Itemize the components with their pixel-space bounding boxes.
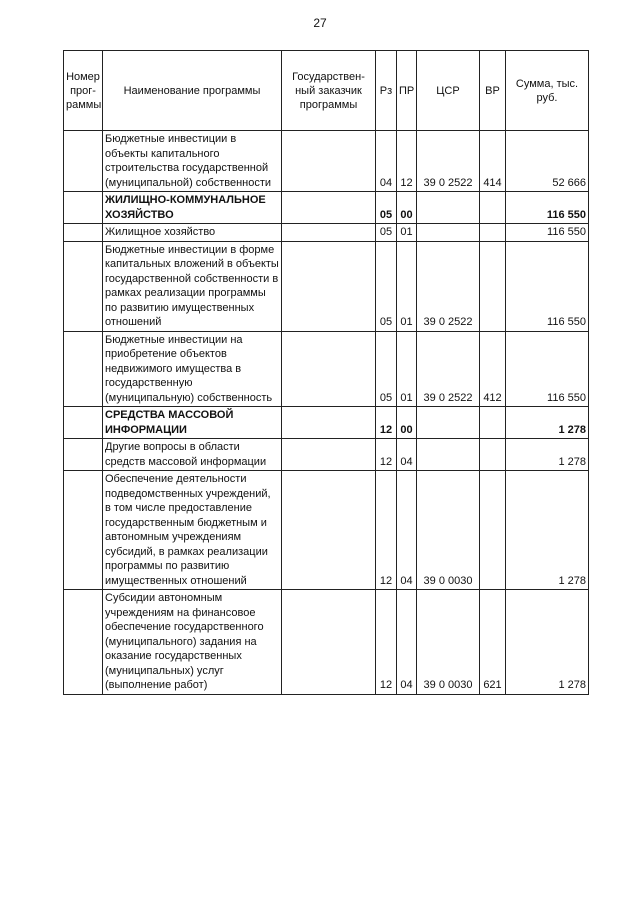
- cell-sum: 116 550: [506, 241, 589, 331]
- cell-customer: [282, 439, 376, 471]
- cell-rz: 12: [376, 439, 397, 471]
- cell-name: Субсидии автономным учреждениям на финансовое обеспечение государственного (муниципального) задания на оказание государственных (муниципальных) услуг (выполнение работ): [103, 590, 282, 695]
- cell-customer: [282, 471, 376, 590]
- table-row: [64, 407, 589, 439]
- cell-csr: 39 0 2522: [417, 241, 480, 331]
- cell-pr: 12: [397, 131, 417, 192]
- cell-pr: 00: [397, 407, 417, 439]
- cell-customer: [282, 241, 376, 331]
- cell-name: ЖИЛИЩНО-КОММУНАЛЬНОЕ ХОЗЯЙСТВО: [103, 192, 282, 224]
- cell-pr: 04: [397, 439, 417, 471]
- cell-rz: 05: [376, 241, 397, 331]
- cell-sum: 116 550: [506, 331, 589, 407]
- cell-csr: [417, 192, 480, 224]
- cell-csr: 39 0 0030: [417, 590, 480, 695]
- cell-number: [64, 131, 103, 192]
- cell-vr: [480, 471, 506, 590]
- header-rz: Рз: [376, 51, 397, 131]
- table-row: [64, 224, 589, 242]
- cell-customer: [282, 192, 376, 224]
- cell-vr: [480, 224, 506, 242]
- cell-number: [64, 192, 103, 224]
- cell-name: СРЕДСТВА МАССОВОЙ ИНФОРМАЦИИ: [103, 407, 282, 439]
- cell-number: [64, 590, 103, 695]
- cell-name: Бюджетные инвестиции в объекты капитального строительства государственной (муниципальной) собственности: [103, 131, 282, 192]
- table-row: [64, 471, 589, 590]
- cell-rz: 05: [376, 192, 397, 224]
- header-sum: Сумма, тыс. руб.: [506, 51, 589, 131]
- cell-sum: 52 666: [506, 131, 589, 192]
- cell-csr: 39 0 2522: [417, 331, 480, 407]
- cell-vr: 412: [480, 331, 506, 407]
- cell-rz: 05: [376, 331, 397, 407]
- cell-sum: 116 550: [506, 224, 589, 242]
- table-row: [64, 590, 589, 695]
- cell-name: Бюджетные инвестиции в форме капитальных вложений в объекты государственной собственности в рамках реализации программы по развитию имущественных отношений: [103, 241, 282, 331]
- cell-csr: [417, 224, 480, 242]
- table-row: [64, 331, 589, 407]
- cell-rz: 12: [376, 407, 397, 439]
- cell-vr: [480, 241, 506, 331]
- header-name: Наименование программы: [103, 51, 282, 131]
- cell-csr: [417, 439, 480, 471]
- cell-name: Обеспечение деятельности подведомственных учреждений, в том числе предоставление государственным бюджетным и автономным учреждениям субсидий, в рамках реализации программы по развитию имущественных отношений: [103, 471, 282, 590]
- cell-name: Другие вопросы в области средств массовой информации: [103, 439, 282, 471]
- budget-table: [63, 50, 589, 695]
- cell-rz: 12: [376, 590, 397, 695]
- cell-number: [64, 224, 103, 242]
- cell-pr: 00: [397, 192, 417, 224]
- table-row: [64, 192, 589, 224]
- cell-sum: 1 278: [506, 439, 589, 471]
- cell-sum: 116 550: [506, 192, 589, 224]
- cell-number: [64, 407, 103, 439]
- header-customer: Государствен-ный заказчик программы: [282, 51, 376, 131]
- cell-rz: 05: [376, 224, 397, 242]
- cell-pr: 01: [397, 241, 417, 331]
- cell-number: [64, 471, 103, 590]
- cell-number: [64, 331, 103, 407]
- cell-pr: 04: [397, 590, 417, 695]
- cell-csr: 39 0 2522: [417, 131, 480, 192]
- cell-csr: [417, 407, 480, 439]
- cell-sum: 1 278: [506, 590, 589, 695]
- cell-vr: 621: [480, 590, 506, 695]
- cell-customer: [282, 224, 376, 242]
- table-row: [64, 439, 589, 471]
- table-row: [64, 131, 589, 192]
- cell-pr: 01: [397, 331, 417, 407]
- cell-vr: [480, 407, 506, 439]
- cell-customer: [282, 331, 376, 407]
- cell-vr: [480, 192, 506, 224]
- cell-pr: 04: [397, 471, 417, 590]
- cell-pr: 01: [397, 224, 417, 242]
- cell-name: Бюджетные инвестиции на приобретение объектов недвижимого имущества в государственную (муниципальную) собственность: [103, 331, 282, 407]
- cell-vr: [480, 439, 506, 471]
- header-number: Номер прог-раммы: [64, 51, 103, 131]
- cell-number: [64, 439, 103, 471]
- cell-customer: [282, 407, 376, 439]
- cell-rz: 04: [376, 131, 397, 192]
- cell-rz: 12: [376, 471, 397, 590]
- table-header-row: [64, 51, 589, 131]
- cell-number: [64, 241, 103, 331]
- cell-name: Жилищное хозяйство: [103, 224, 282, 242]
- header-vr: ВР: [480, 51, 506, 131]
- cell-sum: 1 278: [506, 407, 589, 439]
- cell-csr: 39 0 0030: [417, 471, 480, 590]
- cell-sum: 1 278: [506, 471, 589, 590]
- header-csr: ЦСР: [417, 51, 480, 131]
- cell-customer: [282, 590, 376, 695]
- table-row: [64, 241, 589, 331]
- cell-vr: 414: [480, 131, 506, 192]
- page-number: 27: [313, 16, 327, 30]
- cell-customer: [282, 131, 376, 192]
- header-pr: ПР: [397, 51, 417, 131]
